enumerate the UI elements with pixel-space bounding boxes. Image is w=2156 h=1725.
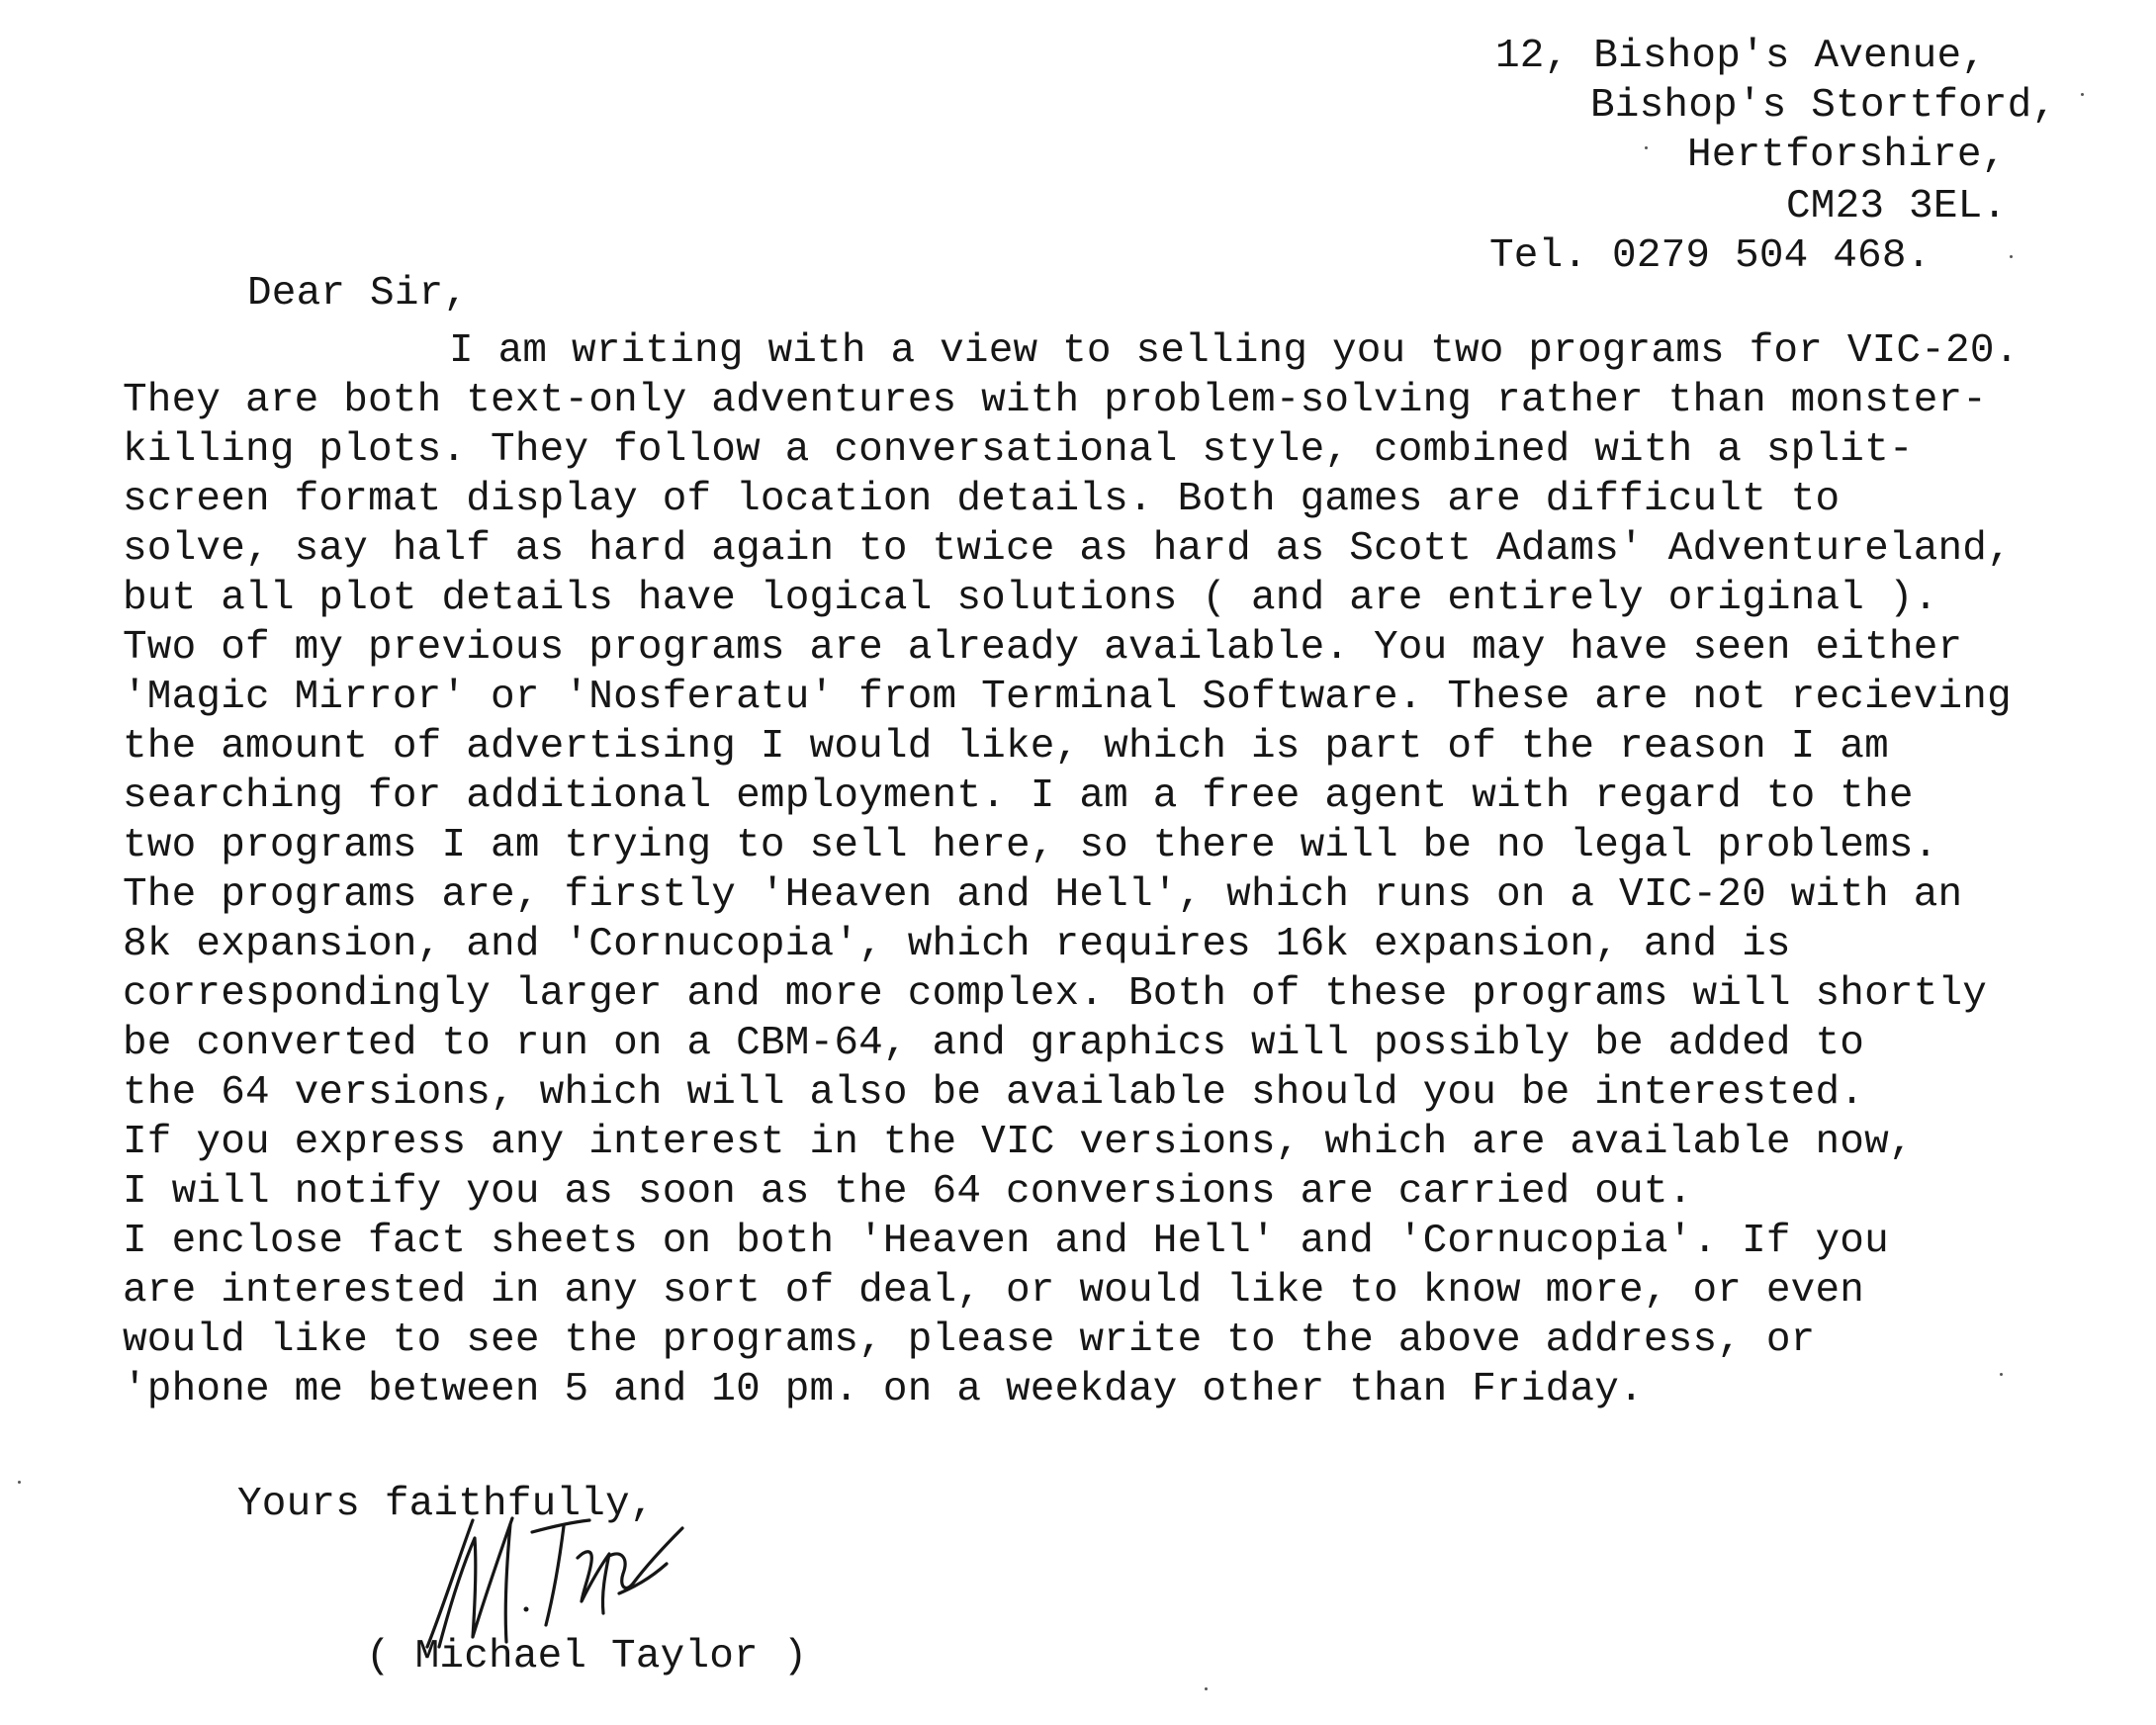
letter-body <box>123 326 2111 1414</box>
address-line-county: Hertforshire, <box>1687 133 2007 178</box>
body-line: correspondingly larger and more complex. Both of these programs will shortly <box>123 971 1988 1017</box>
body-line: are interested in any sort of deal, or would like to know more, or even <box>123 1268 1865 1314</box>
address-line-town: Bishop's Stortford, <box>1590 83 2057 129</box>
body-line: 8k expansion, and 'Cornucopia', which requires 16k expansion, and is <box>123 922 1791 967</box>
salutation: Dear Sir, <box>247 271 469 317</box>
body-line: I will notify you as soon as the 64 conversions are carried out. <box>123 1169 1693 1215</box>
body-line: the amount of advertising I would like, which is part of the reason I am <box>123 724 1889 770</box>
address-line-postcode: CM23 3EL. <box>1786 184 2008 229</box>
body-line: I enclose fact sheets on both 'Heaven and Hell' and 'Cornucopia'. If you <box>123 1219 1889 1264</box>
body-line: solve, say half as hard again to twice as hard as Scott Adams' Adventureland, <box>123 526 2012 572</box>
body-line: 'phone me between 5 and 10 pm. on a weekday other than Friday. <box>123 1367 1644 1412</box>
body-line: be converted to run on a CBM-64, and graphics will possibly be added to <box>123 1021 1865 1066</box>
body-line: If you express any interest in the VIC versions, which are available now, <box>123 1120 1914 1165</box>
body-line: 'Magic Mirror' or 'Nosferatu' from Terminal Software. These are not recieving <box>123 675 2012 720</box>
signatory-name: ( Michael Taylor ) <box>366 1634 808 1680</box>
body-line: killing plots. They follow a conversational style, combined with a split- <box>123 427 1914 473</box>
body-line: but all plot details have logical solutions ( and are entirely original ). <box>123 576 1938 621</box>
body-line: screen format display of location details. Both games are difficult to <box>123 477 1841 522</box>
body-line: the 64 versions, which will also be available should you be interested. <box>123 1070 1865 1116</box>
closing: Yours faithfully, <box>237 1482 655 1527</box>
body-line: They are both text-only adventures with problem-solving rather than monster- <box>123 378 1988 423</box>
scan-speck <box>1645 146 1648 149</box>
scan-speck <box>2010 255 2013 258</box>
address-line-street: 12, Bishop's Avenue, <box>1495 34 1987 79</box>
handwritten-signature <box>415 1498 732 1652</box>
body-line: Two of my previous programs are already available. You may have seen either <box>123 625 1963 671</box>
address-line-telephone: Tel. 0279 504 468. <box>1489 233 1931 279</box>
scan-speck <box>18 1481 21 1484</box>
body-line: The programs are, firstly 'Heaven and Hell', which runs on a VIC-20 with an <box>123 872 1963 918</box>
body-line: searching for additional employment. I am a free agent with regard to the <box>123 773 1914 819</box>
scan-speck <box>2000 1373 2003 1376</box>
body-line: I am writing with a view to selling you two programs for VIC-20. <box>449 328 2020 374</box>
body-line: would like to see the programs, please write to the above address, or <box>123 1317 1816 1363</box>
body-line: two programs I am trying to sell here, so there will be no legal problems. <box>123 823 1938 868</box>
scan-speck <box>2081 93 2084 96</box>
scan-speck <box>1205 1687 1208 1690</box>
